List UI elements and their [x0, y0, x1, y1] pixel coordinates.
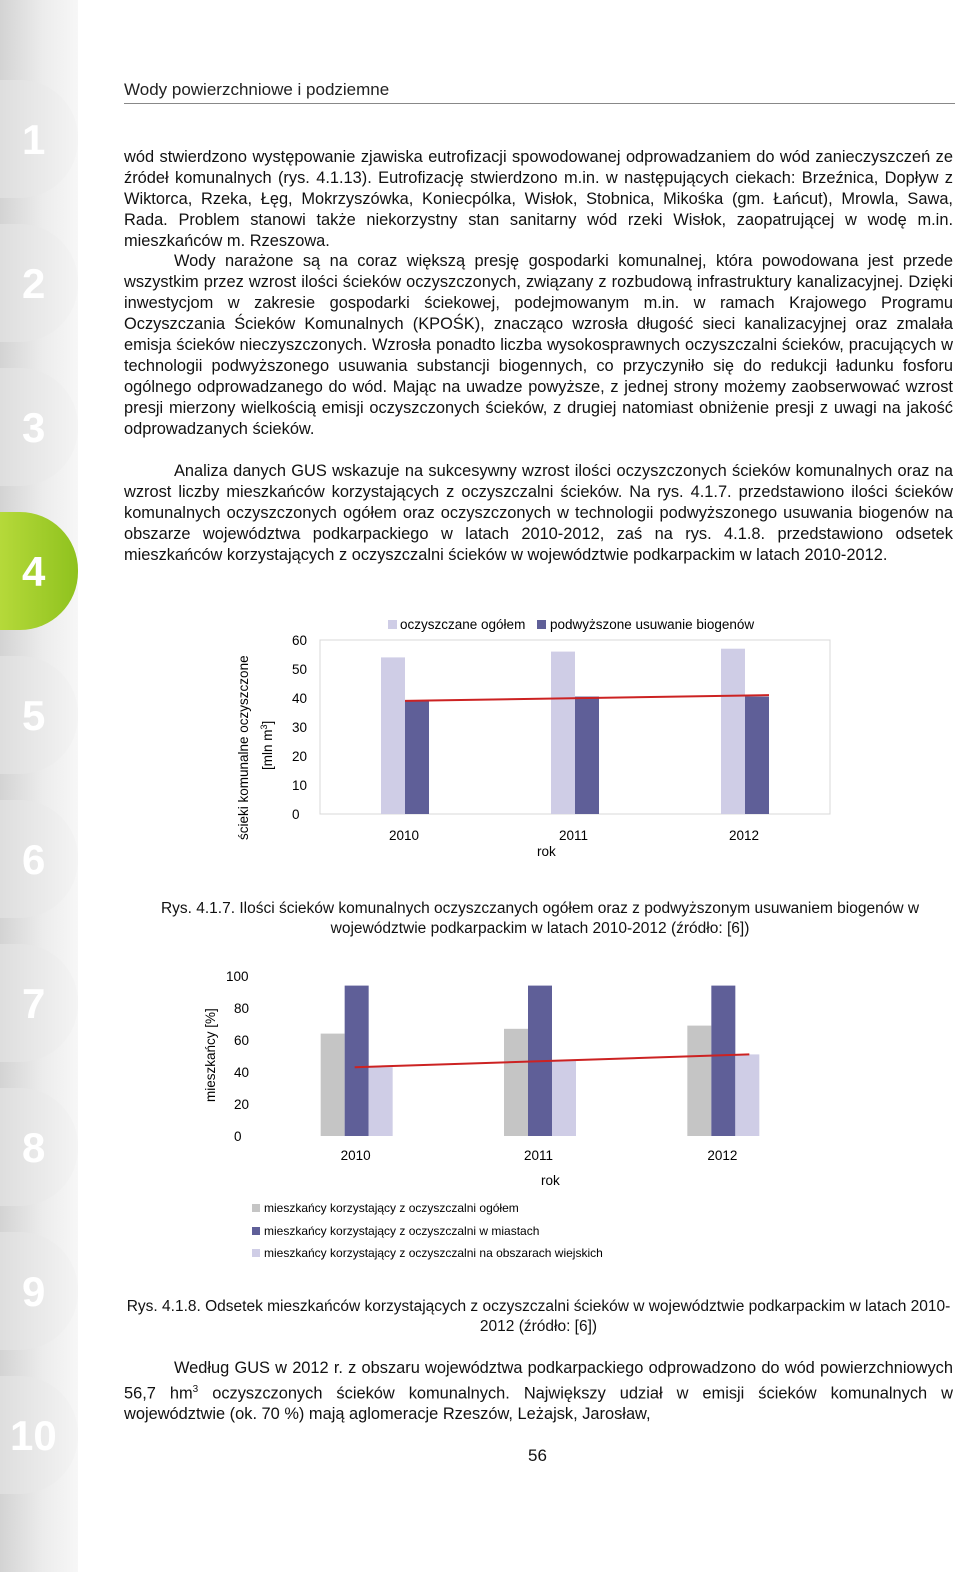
- y-tick-label: 30: [292, 720, 308, 735]
- y-tick-label: 20: [234, 1097, 250, 1112]
- x-axis-label: rok: [537, 844, 556, 859]
- y-tick-label: 40: [292, 691, 308, 706]
- bar-2011-2: [575, 697, 599, 814]
- legend-label-3: mieszkańcy korzystający z oczyszczalni na obszarach wiejskich: [264, 1246, 603, 1260]
- paragraph-1: wód stwierdzono występowanie zjawiska eutrofizacji spowodowanej odprowadzaniem do wód zanieczyszczeń ze źródeł komunalnych (rys. 4.1.13). Eutrofizację stwierdzono m.in. w następujących ciekach: Brzeźnica, Dopływ z Wiktorca, Rzeka, Łęg, Mokrzyszówka, Koniecpólka, Wisłok, Stobnica, Mikośka (gm. Łańcut), Mrowla, Sawa, Rada. Problem stanowi także niekorzystny stan sanitarny wód rzeki Wisłok, zaopatrującej w wodę m.in. mieszkańców m. Rzeszowa.: [124, 148, 953, 250]
- bar-2010-1: [321, 1034, 345, 1136]
- bar-2012-2: [745, 697, 769, 814]
- caption-fig-4-1-7: Rys. 4.1.7. Ilości ścieków komunalnych oczyszczanych ogółem oraz z podwyższonym usuwaniem biogenów w województwie podkarpackim w latach 2010-2012 (źródło: [6]): [160, 900, 920, 937]
- bar-2011-1: [504, 1029, 528, 1136]
- chapter-tab-number: 2: [22, 260, 46, 307]
- y-tick-label: 40: [234, 1065, 250, 1080]
- y-tick-label: 60: [292, 633, 308, 648]
- running-header: Wody powierzchniowe i podziemne: [124, 80, 390, 99]
- y-tick-label: 100: [226, 969, 249, 984]
- chapter-tab-number: 3: [22, 404, 46, 451]
- legend-swatch-2: [537, 620, 546, 629]
- chapter-tab-number: 5: [22, 692, 46, 739]
- x-tick-label: 2012: [707, 1148, 738, 1163]
- page-number: 56: [528, 1446, 547, 1465]
- y-tick-label: 50: [292, 662, 308, 677]
- y-axis-label: ścieki komunalne oczyszczone: [236, 655, 251, 840]
- legend-label-1: mieszkańcy korzystający z oczyszczalni ogółem: [264, 1201, 519, 1215]
- chapter-tab-number: 6: [22, 836, 46, 883]
- y-tick-label: 10: [292, 778, 308, 793]
- y-tick-label: 20: [292, 749, 308, 764]
- bar-2010-3: [369, 1067, 393, 1136]
- y-axis-label: mieszkańcy [%]: [203, 1008, 218, 1102]
- x-axis-label: rok: [541, 1173, 560, 1188]
- x-tick-label: 2011: [559, 828, 589, 843]
- chart-wastewater: [230, 612, 850, 867]
- y-axis-unit: [mln $m^3$]: [259, 720, 275, 770]
- legend-label-1: oczyszczane ogółem: [400, 617, 526, 632]
- chapter-tab-number: 4: [22, 548, 46, 595]
- header-rule: [124, 103, 955, 104]
- chapter-tab-number: 10: [10, 1412, 57, 1459]
- x-tick-label: 2010: [389, 828, 420, 843]
- caption-fig-4-1-8: Rys. 4.1.8. Odsetek mieszkańców korzystających z oczyszczalni ścieków w województwie podkarpackim w latach 2010-2012 (źródło: [6]): [126, 1298, 951, 1335]
- legend-label-2: podwyższone usuwanie biogenów: [550, 617, 755, 632]
- x-tick-label: 2011: [524, 1148, 554, 1163]
- paragraph-4: Według GUS w 2012 r. z obszaru województwa podkarpackiego odprowadzono do wód powierzchniowych 56,7 $hm^3$ oczyszczonych ścieków komunalnych. Największy udział w emisji ścieków komunalnych w województwie (ok. 70 %) mają aglomeracje Rzeszów, Leżajsk, Jarosław,: [124, 1359, 953, 1424]
- legend-swatch-1: [252, 1204, 260, 1212]
- legend-swatch-2: [252, 1227, 260, 1235]
- chapter-tab-number: 1: [22, 116, 46, 163]
- legend-swatch-3: [252, 1249, 260, 1257]
- bar-2011-3: [552, 1061, 576, 1136]
- bar-2012-1: [687, 1026, 711, 1136]
- chapter-tab-number: 9: [22, 1268, 46, 1315]
- bar-2010-1: [381, 657, 405, 814]
- y-tick-label: 0: [292, 807, 300, 822]
- bar-2010-2: [345, 986, 369, 1136]
- bar-2012-3: [735, 1054, 759, 1136]
- y-tick-label: 60: [234, 1033, 250, 1048]
- legend-swatch-1: [388, 620, 397, 629]
- y-tick-label: 80: [234, 1001, 250, 1016]
- chapter-tab-number: 7: [22, 980, 46, 1027]
- bar-2012-2: [711, 986, 735, 1136]
- x-tick-label: 2012: [729, 828, 760, 843]
- paragraph-2: Wody narażone są na coraz większą presję gospodarki komunalnej, która powodowana jest przede wszystkim przez wzrost ilości ścieków oczyszczonych, związany z rozbudową infrastruktury kanalizacyjnej. Dzięki inwestycjom w zakresie gospodarki ściekowej, podejmowanym m.in. w ramach Krajowego Programu Oczyszczania Ścieków Komunalnych (KPOŚK), znacząco wzrosła długość sieci kanalizacyjnej oraz zmalała emisja ścieków nieczyszczonych. Wzrosła ponadto liczba wysokosprawnych oczyszczalni ścieków, pracujących w technologii podwyższonego usuwania substancji biogennych, co przyczyniło się do redukcji ładunku fosforu ogólnego odprowadzanego do wód. Mając na uwadze powyższe, z jednej strony możemy zaobserwować wzrost presji mierzony wielkością emisji oczyszczonych ścieków, z drugiej natomiast obniżenie presji z uwagi na jakość odprowadzanych ścieków.: [124, 252, 953, 438]
- chapter-tab-number: 8: [22, 1124, 46, 1171]
- chart-residents: [195, 962, 835, 1262]
- y-tick-label: 0: [234, 1129, 242, 1144]
- x-tick-label: 2010: [340, 1148, 371, 1163]
- paragraph-3: Analiza danych GUS wskazuje na sukcesywny wzrost ilości oczyszczonych ścieków komunalnych oraz na wzrost liczby mieszkańców korzystających z oczyszczalni ścieków. Na rys. 4.1.7. przedstawiono ilości ścieków komunalnych oczyszczonych ogółem oraz oczyszczonych w technologii podwyższonego usuwania biogenów na obszarze województwa podkarpackiego w latach 2010-2012, zaś na rys. 4.1.8. przedstawiono odsetek mieszkańców korzystających z oczyszczalni ścieków w województwie podkarpackim w latach 2010-2012.: [124, 462, 953, 564]
- legend-label-2: mieszkańcy korzystający z oczyszczalni w miastach: [264, 1224, 540, 1238]
- bar-2010-2: [405, 701, 429, 814]
- bar-2011-1: [551, 652, 575, 814]
- bar-2012-1: [721, 649, 745, 814]
